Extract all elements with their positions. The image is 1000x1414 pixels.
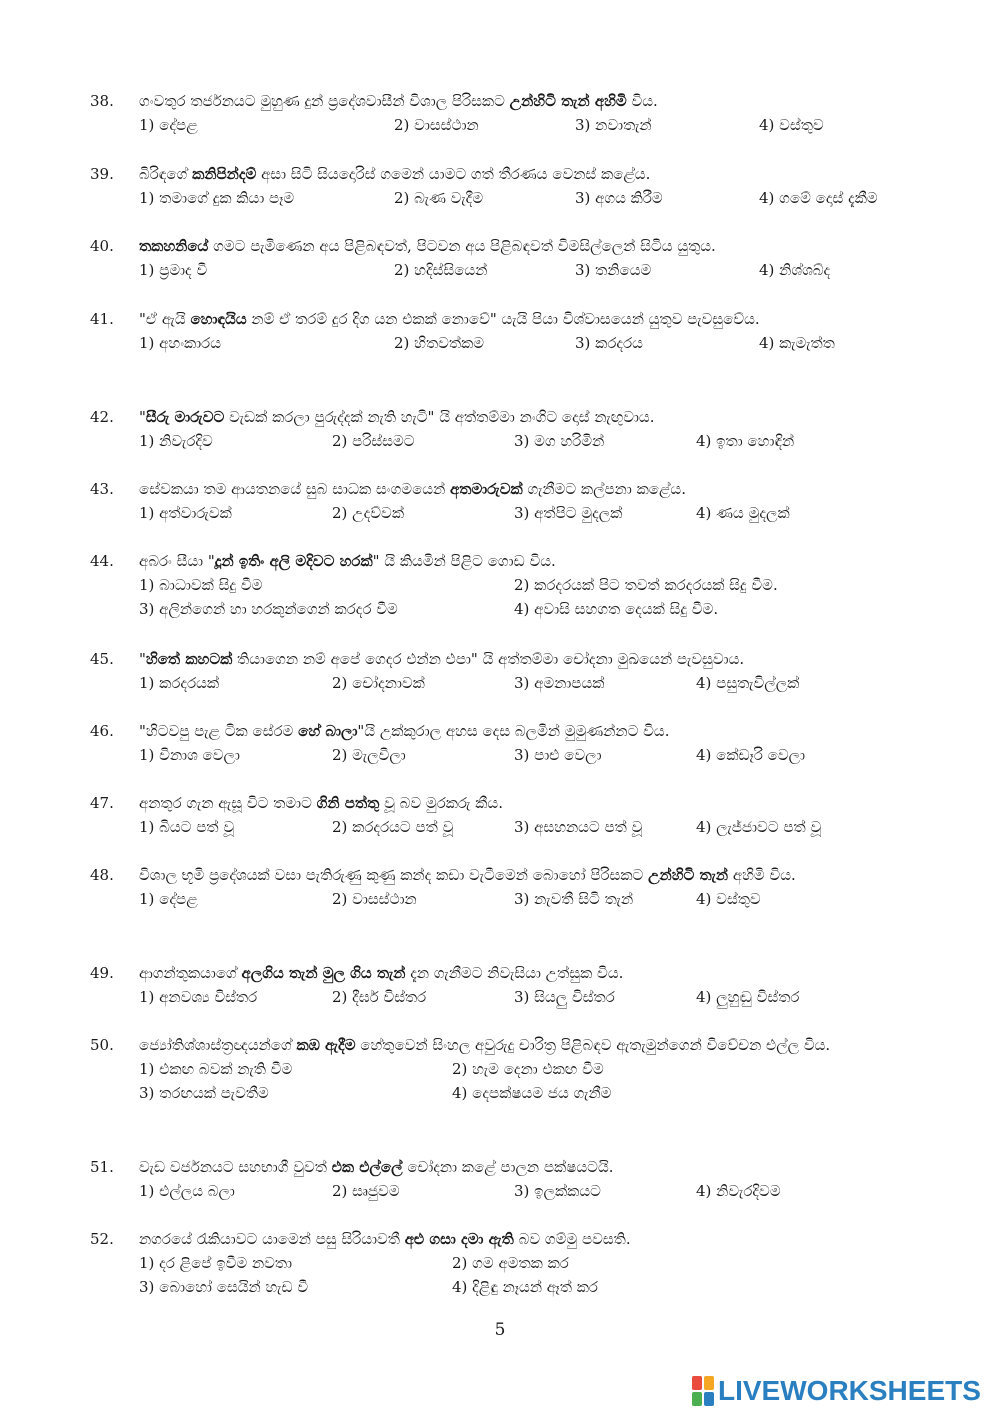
highlighted-phrase: අතමාරුවක් [450, 480, 523, 498]
answer-option-3[interactable]: 3) නැවතී සිටි තැන් [514, 890, 634, 908]
question-number: 50. [90, 1036, 114, 1054]
stem-text: නම් ඒ තරම් දුර දිග යන එකක් නොවේ" යැයි පියා විශ්වාසයෙන් යුතුව පැවසුවේය. [246, 310, 760, 328]
answer-option-2[interactable]: 2) හදිස්සියෙන් [394, 261, 488, 279]
answer-option-4[interactable]: 4) නිශ්ශබ්ද [759, 261, 831, 279]
answer-option-3[interactable]: 3) තනියෙම [575, 261, 652, 279]
highlighted-phrase: අලගිය තැන් මුල ගිය තැන් [241, 964, 406, 982]
answer-option-3[interactable]: 3) බොහෝ සෙයින් හැඩ වී [139, 1278, 309, 1296]
highlighted-phrase: හොඳයිය [190, 310, 247, 328]
question-stem [139, 307, 920, 331]
liveworksheets-logo-text: LIVEWORKSHEETS [718, 1375, 981, 1406]
highlighted-phrase: අළු ගසා දමා ඇති [404, 1230, 514, 1248]
stem-text: දැන ගැනීමට නිවැසියා උත්සුක විය. [405, 964, 624, 982]
answer-option-2[interactable]: 2) උදව්වක් [332, 504, 405, 522]
answer-options [139, 113, 920, 137]
answer-option-2[interactable]: 2) ගම අමතක කර [452, 1254, 569, 1272]
answer-option-1[interactable]: 1) අනවශ්‍ය විස්තර [139, 988, 258, 1006]
stem-text: ගංවතුර තර්ජනයට මුහුණ දුන් ප්‍රදේශවාසීන් විශාල පිරිසකට [139, 92, 510, 110]
question-stem [139, 791, 920, 815]
answer-option-2[interactable]: 2) වාසස්ථාන [332, 890, 417, 908]
answer-option-4[interactable]: 4) කේඩෑරි වෙලා [696, 746, 806, 764]
answer-option-1[interactable]: 1) නිවැරදිව [139, 432, 213, 450]
question-stem [139, 961, 920, 985]
answer-option-2[interactable]: 2) කරදරයක් පිට තවත් කරදරයක් සිදු වීම. [514, 576, 778, 594]
answer-option-3[interactable]: 3) තරඟයක් පැවතීම [139, 1084, 269, 1102]
question-stem [139, 234, 920, 258]
highlighted-phrase: උන්හිටි තැන් අහිමි [509, 92, 627, 110]
question-number: 43. [90, 480, 114, 498]
stem-text: " යි කියමින් පිළිට ගොඩ විය. [372, 552, 556, 570]
answer-option-1[interactable]: 1) කරදරයක් [139, 674, 220, 692]
answer-options [139, 887, 920, 911]
highlighted-phrase: එක එල්ලේ [331, 1158, 403, 1176]
question-number: 46. [90, 722, 114, 740]
logo-block-2 [704, 1376, 714, 1390]
highlighted-phrase: කනිපින්දම් [192, 165, 257, 183]
answer-options [139, 815, 920, 839]
question [90, 549, 920, 621]
answer-option-2[interactable]: 2) මැලවීලා [332, 746, 406, 764]
question-stem [139, 647, 920, 671]
stem-text: "යි උක්කුරාල අහස දෙස බලමින් මුමුණන්නට විය. [357, 722, 670, 740]
answer-option-2[interactable]: 2) කරදරයට පත් වූ [332, 818, 454, 836]
highlighted-phrase: දූන් ඉතිං අලි මදිවට හරක් [214, 552, 373, 570]
question-number: 51. [90, 1158, 114, 1176]
answer-option-4[interactable]: 4) දිළිඳු නෑයන් ඈත් කර [452, 1278, 598, 1296]
question [90, 307, 920, 355]
answer-option-3[interactable]: 3) කරදරය [575, 334, 643, 352]
stem-text: ආගන්තුකයාගේ [139, 964, 242, 982]
question [90, 89, 920, 137]
answer-option-3[interactable]: 3) අමනාපයක් [514, 674, 605, 692]
highlighted-phrase: හිතේ කහටක් [145, 650, 233, 668]
answer-option-4[interactable]: 4) අවාසි සහගත දෙයක් සිදු වීම. [514, 600, 719, 618]
highlighted-phrase: තකහනියේ [139, 237, 209, 255]
answer-option-3[interactable]: 3) අසහනයට පත් වූ [514, 818, 643, 836]
highlighted-phrase: සීරු මාරුවට [145, 408, 225, 426]
answer-option-2[interactable]: 2) දීර්ඝ විස්තර [332, 988, 427, 1006]
stem-text: " [139, 650, 146, 668]
answer-option-1[interactable]: 1) බියට පත් වූ [139, 818, 235, 836]
stem-text: සේවකයා තම ආයතනයේ සුබ සාධක සංගමයෙන් [139, 480, 451, 498]
answer-option-1[interactable]: 1) දර ළිපේ ඉවීම නවතා [139, 1254, 293, 1272]
highlighted-phrase: කඹ ඇදීම [296, 1036, 356, 1054]
question-number: 38. [90, 92, 114, 110]
highlighted-phrase: හේ බාලා [298, 722, 358, 740]
stem-text: අනතුර ගැන ඇසූ විට තමාට [139, 794, 317, 812]
answer-option-4[interactable]: 4) වස්තුව [696, 890, 761, 908]
answer-option-3[interactable]: 3) පාළු වෙලා [514, 746, 602, 764]
answer-option-1[interactable]: 1) ප්‍රමාද වී [139, 261, 208, 279]
question [90, 162, 920, 210]
answer-option-4[interactable]: 4) පසුතැවිල්ලක් [696, 674, 800, 692]
logo-block-3 [692, 1392, 702, 1406]
answer-option-1[interactable]: 1) එකඟ බවක් නැති වීම [139, 1060, 293, 1078]
question-number: 45. [90, 650, 114, 668]
question-stem [139, 1227, 920, 1251]
question [90, 477, 920, 525]
question-stem [139, 89, 920, 113]
stem-text: තියාගෙන නම් අපේ ගෙදර එන්න එපා" යි අත්තම්මා චෝදනා මුඛයෙන් පැවසුවාය. [232, 650, 745, 668]
answer-option-1[interactable]: 1) එල්ලය බලා [139, 1182, 235, 1200]
answer-option-2[interactable]: 2) හිතවත්කම [394, 334, 485, 352]
stem-text: අසා සිටි සියදොරිස් ගමෙන් යාමට ගත් තීරණය වෙනස් කළේය. [256, 165, 651, 183]
answer-option-4[interactable]: 4) ලැජ්ජාවට පත් වූ [696, 818, 822, 836]
question-stem [139, 549, 920, 573]
answer-option-4[interactable]: 4) ණය මුදලක් [696, 504, 790, 522]
question-stem [139, 863, 920, 887]
question-stem [139, 477, 920, 501]
question [90, 1033, 920, 1105]
question-stem [139, 162, 920, 186]
answer-option-3[interactable]: 3) සියලු විස්තර [514, 988, 615, 1006]
stem-text: බව ගම්මු පවසති. [513, 1230, 631, 1248]
stem-text: හේතුවෙන් සිංහල අවුරුදු චාරිත්‍ර පිළිබඳව ඇතැමුන්ගෙන් විවේචන එල්ල විය. [355, 1036, 831, 1054]
answer-option-3[interactable]: 3) නවාතැන් [575, 116, 652, 134]
question-number: 39. [90, 165, 114, 183]
answer-option-2[interactable]: 2) පරිස්සමට [332, 432, 415, 450]
highlighted-phrase: උන්හිටි තැන් [648, 866, 729, 884]
answer-option-4[interactable]: 4) නිවැරදිවම [696, 1182, 781, 1200]
answer-options [139, 671, 920, 695]
answer-option-3[interactable]: 3) මග හරිමින් [514, 432, 605, 450]
answer-option-1[interactable]: 1) දේපළ [139, 890, 198, 908]
stem-text: බිරිඳගේ [139, 165, 193, 183]
answer-option-1[interactable]: 1) අත්වාරුවක් [139, 504, 232, 522]
answer-option-3[interactable]: 3) අත්පිට මුදලක් [514, 504, 623, 522]
logo-block-4 [704, 1392, 714, 1406]
stem-text: විශාල භූමි ප්‍රදේශයක් වසා පැතිරුණු කුණු කන්ද කඩා වැටීමෙන් බොහෝ පිරිසකට [139, 866, 649, 884]
logo-block-1 [692, 1376, 702, 1390]
answer-options [139, 1251, 920, 1299]
answer-option-2[interactable]: 2) වාසස්ථාන [394, 116, 479, 134]
answer-option-2[interactable]: 2) චෝදනාවක් [332, 674, 425, 692]
question [90, 1227, 920, 1299]
answer-options [139, 743, 920, 767]
stem-text: " [139, 408, 146, 426]
stem-text: වැඩ වර්ජනයට සහභාගී වුවත් [139, 1158, 332, 1176]
answer-options [139, 186, 920, 210]
liveworksheets-logo-icon [692, 1376, 714, 1406]
answer-option-4[interactable]: 4) ගමේ දොස් දැකීම [759, 189, 878, 207]
answer-option-2[interactable]: 2) සෘජුවම [332, 1182, 400, 1200]
answer-option-1[interactable]: 1) අහංකාරය [139, 334, 221, 352]
answer-option-4[interactable]: 4) දෙපක්ෂයම ජය ගැනීම [452, 1084, 612, 1102]
stem-text: අබරං සීයා " [139, 552, 215, 570]
question [90, 405, 920, 453]
question [90, 791, 920, 839]
question [90, 647, 920, 695]
answer-option-1[interactable]: 1) තමාගේ දුක කියා පෑම [139, 189, 295, 207]
stem-text: ජ්‍යෝතිශ්ශාස්ත්‍රඥයන්ගේ [139, 1036, 297, 1054]
answer-options [139, 573, 920, 621]
answer-option-1[interactable]: 1) විනාශ වෙලා [139, 746, 240, 764]
answer-option-3[interactable]: 3) ඉලක්කයට [514, 1182, 601, 1200]
stem-text: අහිමි විය. [728, 866, 796, 884]
answer-options [139, 429, 920, 453]
stem-text: වැඩක් කරලා පුරුද්දක් නැති හැටි" යි අත්තම්මා නංගිට දොස් නැඟුවාය. [224, 408, 655, 426]
answer-option-2[interactable]: 2) බැණ වැදීම [394, 189, 484, 207]
question [90, 863, 920, 911]
question-number: 41. [90, 310, 114, 328]
answer-option-2[interactable]: 2) හැම දෙනා එකඟ වීම [452, 1060, 604, 1078]
answer-option-4[interactable]: 4) වස්තුව [759, 116, 824, 134]
question-number: 49. [90, 964, 114, 982]
stem-text: නගරයේ රැකියාවට යාමෙන් පසු සිරියාවතී [139, 1230, 405, 1248]
question-number: 44. [90, 552, 114, 570]
answer-option-3[interactable]: 3) අගය කිරීම [575, 189, 663, 207]
question-number: 48. [90, 866, 114, 884]
question-number: 42. [90, 408, 114, 426]
answer-options [139, 258, 920, 282]
question-number: 52. [90, 1230, 114, 1248]
question [90, 961, 920, 1009]
question [90, 719, 920, 767]
question-stem [139, 719, 920, 743]
question-stem [139, 1155, 920, 1179]
stem-text: චෝදනා කළේ පාලන පක්ෂයටයි. [402, 1158, 614, 1176]
stem-text: "හිටවපු පැළ ටික සේරම [139, 722, 299, 740]
stem-text: වූ බව මුරකරු කීය. [379, 794, 503, 812]
answer-options [139, 501, 920, 525]
question [90, 1155, 920, 1203]
answer-options [139, 331, 920, 355]
answer-options [139, 985, 920, 1009]
stem-text: විය. [626, 92, 658, 110]
highlighted-phrase: ගිනි පත්තු [316, 794, 380, 812]
stem-text: "ඒ ඇයි [139, 310, 191, 328]
stem-text: ගැනීමට කල්පනා කළේය. [522, 480, 686, 498]
question-number: 40. [90, 237, 114, 255]
page-number: 5 [494, 1320, 506, 1340]
question-number: 47. [90, 794, 114, 812]
question [90, 234, 920, 282]
answer-option-1[interactable]: 1) දේපළ [139, 116, 198, 134]
answer-option-1[interactable]: 1) බාධාවක් සිදු වීම [139, 576, 263, 594]
question-stem [139, 1033, 920, 1057]
liveworksheets-logo[interactable] [692, 1374, 981, 1408]
answer-options [139, 1057, 920, 1105]
answer-option-3[interactable]: 3) අලින්ගෙන් හා හරකුන්ගෙන් කරදර වීම [139, 600, 398, 618]
answer-options [139, 1179, 920, 1203]
answer-option-4[interactable]: 4) කැමැත්ත [759, 334, 835, 352]
question-stem [139, 405, 920, 429]
answer-option-4[interactable]: 4) ලුහුඬු විස්තර [696, 988, 800, 1006]
stem-text: ගමට පැමිණෙන අය පිළිබඳවත්, පිටවන අය පිළිබඳවත් විමසිල්ලෙන් සිටිය යුතුය. [208, 237, 716, 255]
answer-option-4[interactable]: 4) ඉතා හොඳින් [696, 432, 795, 450]
